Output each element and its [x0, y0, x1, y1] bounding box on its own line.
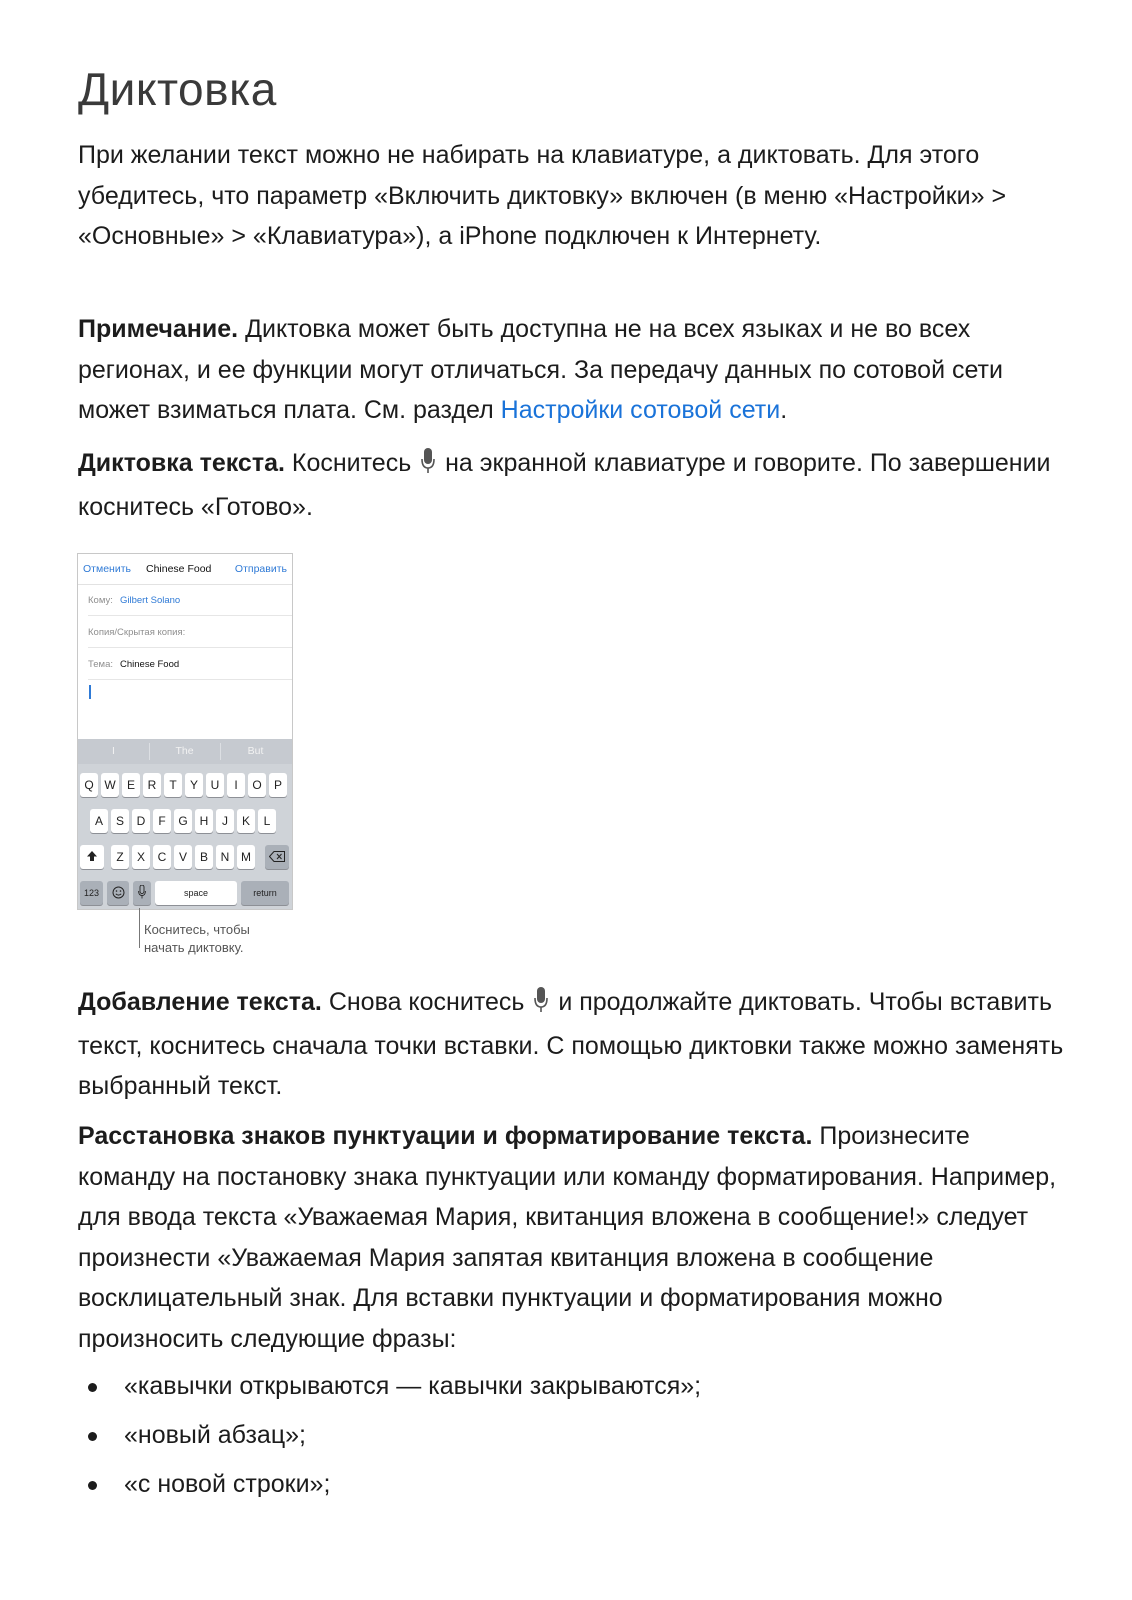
key-d[interactable]: D	[132, 809, 150, 833]
dictation-callout	[144, 921, 250, 957]
cc-field[interactable]	[88, 616, 292, 648]
key-s[interactable]: S	[111, 809, 129, 833]
key-l[interactable]: L	[258, 809, 276, 833]
emoji-icon	[112, 886, 125, 899]
key-v[interactable]: V	[174, 845, 192, 869]
key-e[interactable]: E	[122, 773, 140, 797]
delete-key[interactable]	[265, 845, 289, 869]
key-a[interactable]: A	[90, 809, 108, 833]
punctuation-paragraph	[78, 1116, 1068, 1359]
key-k[interactable]: K	[237, 809, 255, 833]
key-h[interactable]: H	[195, 809, 213, 833]
punctuation-label: Расстановка знаков пунктуации и форматирование текста.	[78, 1122, 813, 1150]
return-key[interactable]: return	[241, 881, 289, 905]
note-text: Диктовка может быть доступна не на всех языках и не во всех регионах, и ее функции могут отличаться. За передачу данных по сотовой сети может взиматься плата. См. раздел	[78, 315, 1003, 424]
cancel-button[interactable]: Отменить	[83, 563, 131, 575]
intro-paragraph: При желании текст можно не набирать на клавиатуре, а диктовать. Для этого убедитесь, что параметр «Включить диктовку» включен (в меню «Настройки» > «Основные» > «Клавиатура»), а iPhone подключен к Интернету.	[78, 141, 1007, 250]
key-z[interactable]: Z	[111, 845, 129, 869]
callout-line	[139, 908, 140, 948]
subject-label: Тема:	[88, 659, 114, 670]
numbers-key[interactable]: 123	[80, 881, 103, 905]
subject-value[interactable]: Chinese Food	[120, 659, 180, 670]
key-i[interactable]: I	[227, 773, 245, 797]
microphone-icon	[138, 885, 146, 899]
add-text-before: Снова коснитесь	[321, 988, 532, 1016]
key-b[interactable]: B	[195, 845, 213, 869]
add-text-paragraph	[78, 982, 1068, 1107]
microphone-icon	[534, 985, 548, 1026]
to-label: Кому:	[88, 595, 113, 606]
key-m[interactable]: M	[237, 845, 255, 869]
key-q[interactable]: Q	[80, 773, 98, 797]
phrase-list	[78, 1362, 701, 1509]
dictation-key[interactable]	[133, 881, 151, 905]
shift-icon	[86, 850, 98, 862]
key-x[interactable]: X	[132, 845, 150, 869]
dictate-after: на экранной клавиатуре и говорите. По завершении коснитесь «Готово».	[78, 449, 1051, 521]
add-text-label: Добавление текста.	[78, 988, 322, 1016]
key-p[interactable]: P	[269, 773, 287, 797]
add-text-after: и продолжайте диктовать. Чтобы вставить текст, коснитесь сначала точки вставки. С помощью диктовки также можно заменять выбранный текст.	[78, 988, 1064, 1100]
key-n[interactable]: N	[216, 845, 234, 869]
cc-label: Копия/Скрытая копия:	[88, 627, 186, 638]
note-end: .	[780, 396, 788, 424]
key-j[interactable]: J	[216, 809, 234, 833]
dictate-label: Диктовка текста.	[78, 449, 285, 477]
backspace-icon	[269, 851, 285, 862]
note-label: Примечание.	[78, 315, 239, 343]
mail-nav-bar	[78, 554, 292, 585]
microphone-icon	[421, 446, 435, 487]
mail-title: Chinese Food	[146, 563, 212, 575]
keyboard	[78, 739, 292, 909]
dictate-before: Коснитесь	[284, 449, 419, 477]
caption-line-1: Коснитесь, чтобы	[144, 922, 250, 937]
to-field[interactable]	[88, 584, 292, 616]
text-cursor	[89, 685, 91, 699]
emoji-key[interactable]	[107, 881, 129, 905]
shift-key[interactable]	[80, 845, 104, 869]
divider	[149, 743, 150, 760]
key-y[interactable]: Y	[185, 773, 203, 797]
phone-screenshot	[77, 553, 293, 910]
divider	[220, 743, 221, 760]
to-recipient[interactable]: Gilbert Solano	[120, 595, 181, 606]
list-item: «с новой строки»;	[78, 1460, 701, 1509]
list-item: «кавычки открываются — кавычки закрываются»;	[78, 1362, 701, 1411]
page-title: Диктовка	[78, 63, 277, 115]
suggestion[interactable]: I	[112, 745, 115, 757]
key-f[interactable]: F	[153, 809, 171, 833]
suggestion-bar	[78, 739, 292, 764]
dictate-paragraph	[78, 443, 1068, 527]
note-paragraph	[78, 309, 1068, 431]
space-key[interactable]: space	[155, 881, 237, 905]
key-r[interactable]: R	[143, 773, 161, 797]
list-item: «новый абзац»;	[78, 1411, 701, 1460]
subject-field[interactable]	[88, 648, 292, 680]
suggestion[interactable]: The	[175, 745, 194, 757]
suggestion[interactable]: But	[247, 745, 264, 757]
send-button[interactable]: Отправить	[234, 563, 287, 575]
punctuation-text: Произнесите команду на постановку знака пунктуации или команду форматирования. Например, для ввода текста «Уважаемая Мария, квитанция вложена в сообщение!» следует произнести «Уважаемая Мария запятая квитанция вложена в сообщение восклицательный знак. Для вставки пунктуации и форматирования можно произносить следующие фразы:	[78, 1122, 1057, 1353]
key-o[interactable]: O	[248, 773, 266, 797]
key-g[interactable]: G	[174, 809, 192, 833]
key-c[interactable]: C	[153, 845, 171, 869]
key-t[interactable]: T	[164, 773, 182, 797]
key-u[interactable]: U	[206, 773, 224, 797]
cellular-settings-link[interactable]: Настройки сотовой сети	[500, 396, 781, 424]
key-w[interactable]: W	[101, 773, 119, 797]
caption-line-2: начать диктовку.	[144, 940, 244, 955]
